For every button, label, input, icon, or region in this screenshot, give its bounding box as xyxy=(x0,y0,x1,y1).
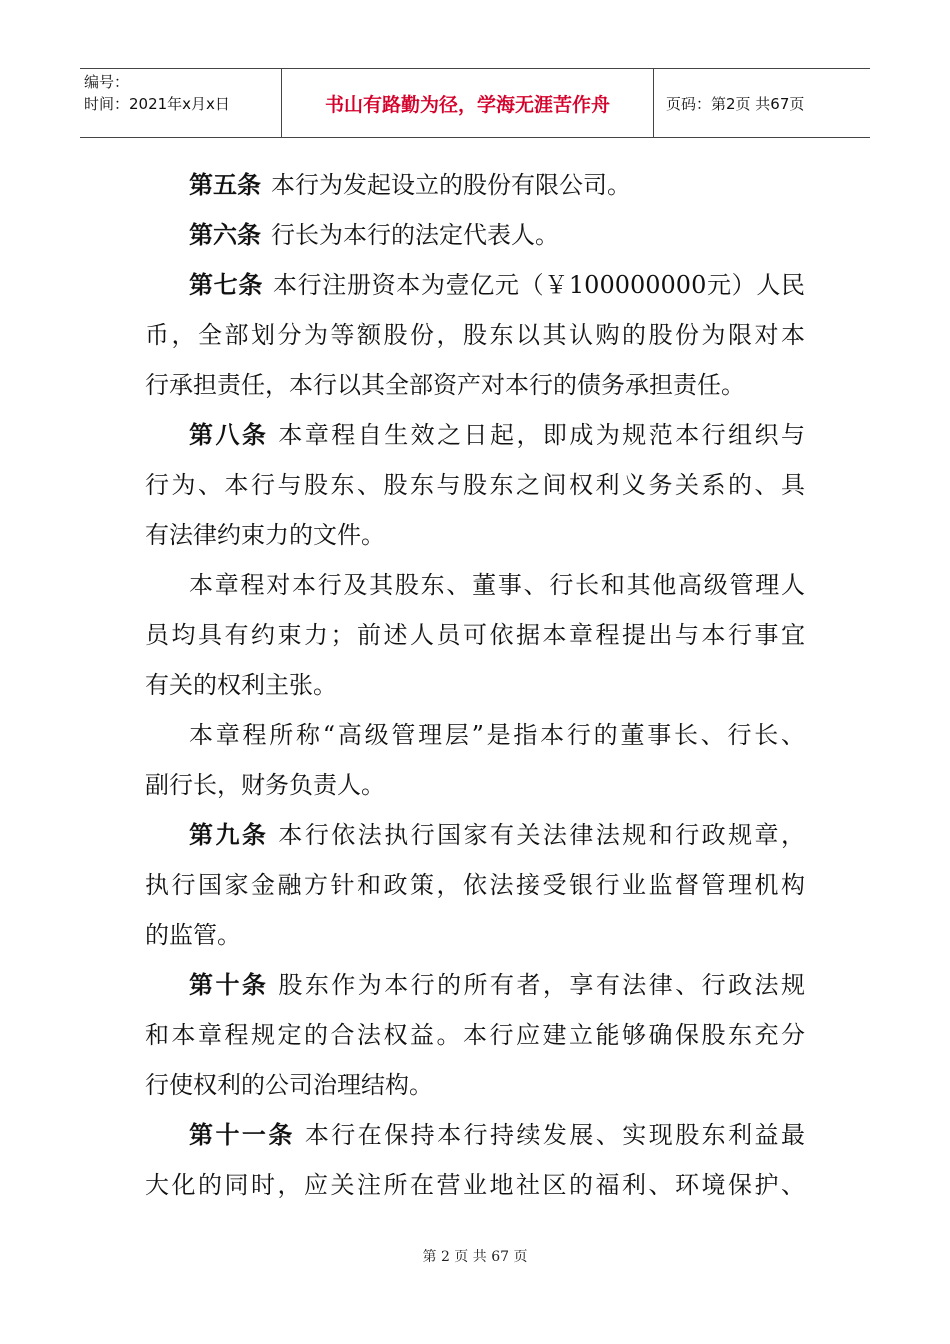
page-header xyxy=(80,68,870,138)
paragraph-1-line-3: 有关的权利主张。 xyxy=(145,671,337,699)
article-10-line-3: 行使权利的公司治理结构。 xyxy=(145,1071,433,1099)
article-8-line-1: 第八条 本章程自生效之日起，即成为规范本行组织与 xyxy=(189,421,806,449)
article-9-line-3: 的监管。 xyxy=(145,921,241,949)
article-10-line-1: 第十条 股东作为本行的所有者，享有法律、行政法规 xyxy=(189,971,806,999)
article-7-line-3: 行承担责任，本行以其全部资产对本行的债务承担责任。 xyxy=(145,371,745,399)
header-meta xyxy=(80,69,282,137)
article-9-line-2: 执行国家金融方针和政策，依法接受银行业监督管理机构 xyxy=(145,871,805,899)
page-footer: 第 2 页 共 67 页 xyxy=(422,1249,528,1265)
article-label: 第七条 xyxy=(189,271,263,299)
article-label: 第十条 xyxy=(189,971,269,999)
paragraph-1-line-2: 员均具有约束力；前述人员可依据本章程提出与本行事宜 xyxy=(145,621,805,649)
article-5: 第五条 本行为发起设立的股份有限公司。 xyxy=(189,171,631,199)
article-8-line-3: 有法律约束力的文件。 xyxy=(145,521,385,549)
paragraph-2-line-2: 副行长，财务负责人。 xyxy=(145,771,385,799)
article-label: 第八条 xyxy=(189,421,269,449)
article-7-line-2: 币，全部划分为等额股份，股东以其认购的股份为限对本 xyxy=(145,321,805,349)
paragraph-2-line-1: 本章程所称“高级管理层”是指本行的董事长、行长、 xyxy=(189,721,805,749)
number-label: 编号： xyxy=(84,73,130,91)
article-9-line-1: 第九条 本行依法执行国家有关法律法规和行政规章， xyxy=(189,821,806,849)
paragraph-1-line-1: 本章程对本行及其股东、董事、行长和其他高级管理人 xyxy=(189,571,805,599)
article-7-line-1: 第七条 本行注册资本为壹亿元（￥100000000元）人民 xyxy=(189,271,805,299)
article-11-line-2: 大化的同时，应关注所在营业地社区的福利、环境保护、 xyxy=(145,1171,805,1199)
article-10-line-2: 和本章程规定的合法权益。本行应建立能够确保股东充分 xyxy=(145,1021,805,1049)
article-label: 第六条 xyxy=(189,221,261,249)
article-8-line-2: 行为、本行与股东、股东与股东之间权利义务关系的、具 xyxy=(145,471,805,499)
article-6: 第六条 行长为本行的法定代表人。 xyxy=(189,221,559,249)
header-motto: 书山有路勤为径，学海无涯苦作舟 xyxy=(282,69,654,137)
header-page-info: 页码：第2页 共67页 xyxy=(666,94,805,113)
time-label: 时间：2021年x月x日 xyxy=(84,95,230,113)
article-label: 第九条 xyxy=(189,821,269,849)
document-body xyxy=(145,160,805,1210)
article-label: 第十一条 xyxy=(189,1121,295,1149)
article-11-line-1: 第十一条 本行在保持本行持续发展、实现股东利益最 xyxy=(189,1121,806,1149)
article-label: 第五条 xyxy=(189,171,261,199)
